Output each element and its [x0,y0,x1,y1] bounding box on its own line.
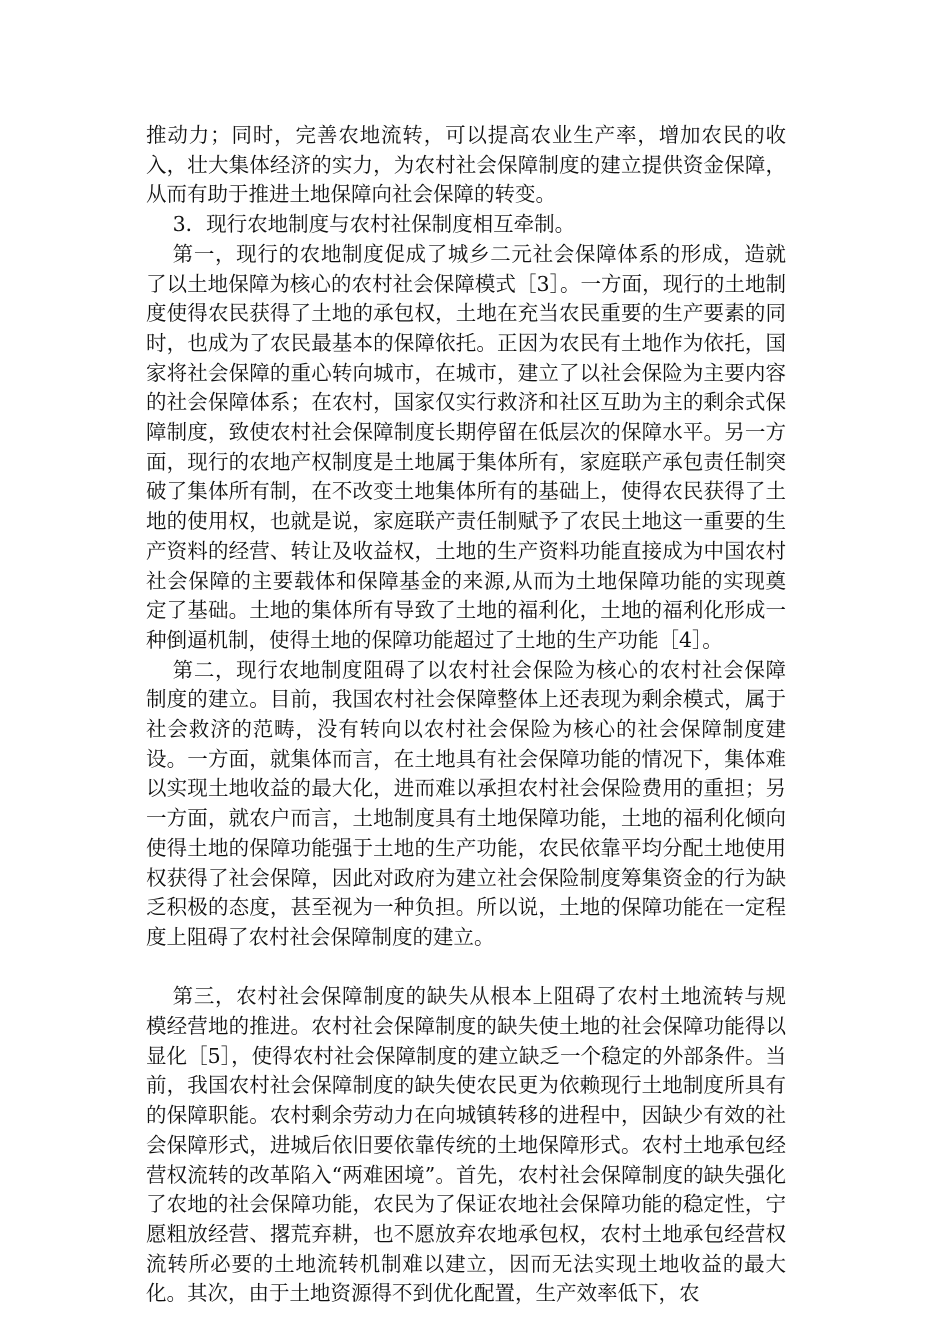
paragraph-third: 第三，农村社会保障制度的缺失从根本上阻碍了农村土地流转与规模经营地的推进。农村社会保障制度的缺失使土地的社会保障功能得以显化［5］，使得农村社会保障制度的建立缺乏一个稳定的外部条件。当前，我国农村社会保障制度的缺失使农民更为依赖现行土地制度所具有的保障职能。农村剩余劳动力在向城镇转移的进程中，因缺少有效的社会保障形式，进城后依旧要依靠传统的土地保障形式。农村土地承包经营权流转的改革陷入“两难困境”。首先，农村社会保障制度的缺失强化了农地的社会保障功能，农民为了保证农地社会保障功能的稳定性，宁愿粗放经营、撂荒弃耕，也不愿放弃农地承包权，农村土地承包经营权流转所必要的土地流转机制难以建立，因而无法实现土地收益的最大化。其次，由于土地资源得不到优化配置，生产效率低下，农 [146,984,786,1306]
document-page [146,121,786,1309]
paragraph-gap [146,953,786,983]
paragraph-second: 第二，现行农地制度阻碍了以农村社会保险为核心的农村社会保障制度的建立。目前，我国农村社会保障整体上还表现为剩余模式，属于社会救济的范畴，没有转向以农村社会保险为核心的社会保障制度建设。一方面，就集体而言，在土地具有社会保障功能的情况下，集体难以实现土地收益的最大化，进而难以承担农村社会保险费用的重担；另一方面，就农户而言，土地制度具有土地保障功能，土地的福利化倾向使得土地的保障功能强于土地的生产功能，农民依靠平均分配土地使用权获得了社会保障，因此对政府为建立社会保险制度筹集资金的行为缺乏积极的态度，甚至视为一种负担。所以说，土地的保障功能在一定程度上阻碍了农村社会保障制度的建立。 [146,657,786,949]
section-heading: 3．现行农地制度与农村社保制度相互牵制。 [172,212,576,237]
paragraph-continuation: 推动力；同时，完善农地流转，可以提高农业生产率，增加农民的收入，壮大集体经济的实力，为农村社会保障制度的建立提供资金保障，从而有助于推进土地保障向社会保障的转变。 [146,123,786,207]
paragraph-first: 第一，现行的农地制度促成了城乡二元社会保障体系的形成，造就了以土地保障为核心的农村社会保障模式［3］。一方面，现行的土地制度使得农民获得了土地的承包权，土地在充当农民重要的生产要素的同时，也成为了农民最基本的保障依托。正因为农民有土地作为依托，国家将社会保障的重心转向城市，在城市，建立了以社会保险为主要内容的社会保障体系；在农村，国家仅实行救济和社区互助为主的剩余式保障制度，致使农村社会保障制度长期停留在低层次的保障水平。另一方面，现行的农地产权制度是土地属于集体所有，家庭联产承包责任制突破了集体所有制，在不改变土地集体所有的基础上，使得农民获得了土地的使用权，也就是说，家庭联产责任制赋予了农民土地这一重要的生产资料的经营、转让及收益权，土地的生产资料功能直接成为中国农村社会保障的主要载体和保障基金的来源,从而为土地保障功能的实现奠定了基础。土地的集体所有导致了土地的福利化，土地的福利化形成一种倒逼机制，使得土地的保障功能超过了土地的生产功能［4］。 [146,241,786,652]
